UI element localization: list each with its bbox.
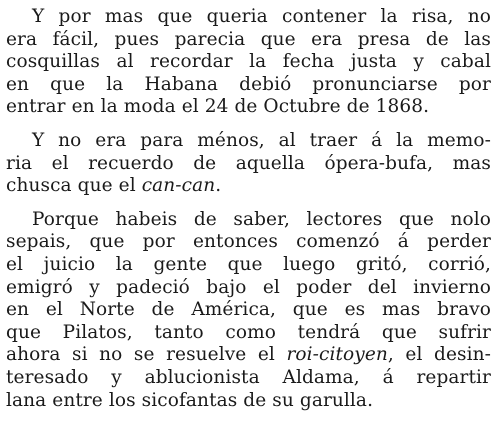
italic-term-can-can: can-can: [141, 175, 216, 197]
text-segment: ahora si no se resuelve el: [6, 344, 287, 366]
text-line: en que la Habana debió pronunciarse por: [6, 73, 491, 95]
text-segment: , el desin-: [387, 344, 491, 366]
text-line: emigró y padeció bajo el poder del invierno: [6, 276, 491, 298]
text-segment: chusca que el: [6, 175, 142, 197]
text-line: lana entre los sicofantas de su garulla.: [6, 389, 374, 411]
text-line: entrar en la moda el 24 de Octubre de 1868.: [6, 96, 430, 118]
text-line: en el Norte de América, que es mas bravo: [6, 299, 491, 321]
text-line-mixed: [6, 175, 491, 198]
text-line: el juicio la gente que luego gritó, corrió,: [6, 253, 491, 275]
paragraph-1: [6, 6, 491, 119]
text-line: ria el recuerdo de aquella ópera-bufa, mas: [6, 152, 491, 174]
text-line: que Pilatos, tanto como tendrá que sufrir: [6, 321, 491, 343]
text-line: sepais, que por entonces comenzó á perder: [6, 231, 491, 253]
text-line: teresado y ablucionista Aldama, á repartir: [6, 366, 491, 388]
paragraph-3: [6, 209, 491, 412]
text-line: era fácil, pues parecia que era presa de las: [6, 28, 491, 50]
italic-term-roi-citoyen: roi-citoyen: [286, 344, 388, 366]
text-segment: .: [215, 175, 222, 197]
text-line: Porque habeis de saber, lectores que nolo: [32, 208, 491, 230]
text-line-mixed: [6, 344, 491, 367]
paragraph-2: [6, 130, 491, 198]
text-line: Y no era para ménos, al traer á la memo-: [32, 129, 491, 151]
text-line: Y por mas que queria contener la risa, no: [32, 6, 491, 27]
text-line: cosquillas al recordar la fecha justa y cabal: [6, 51, 491, 73]
